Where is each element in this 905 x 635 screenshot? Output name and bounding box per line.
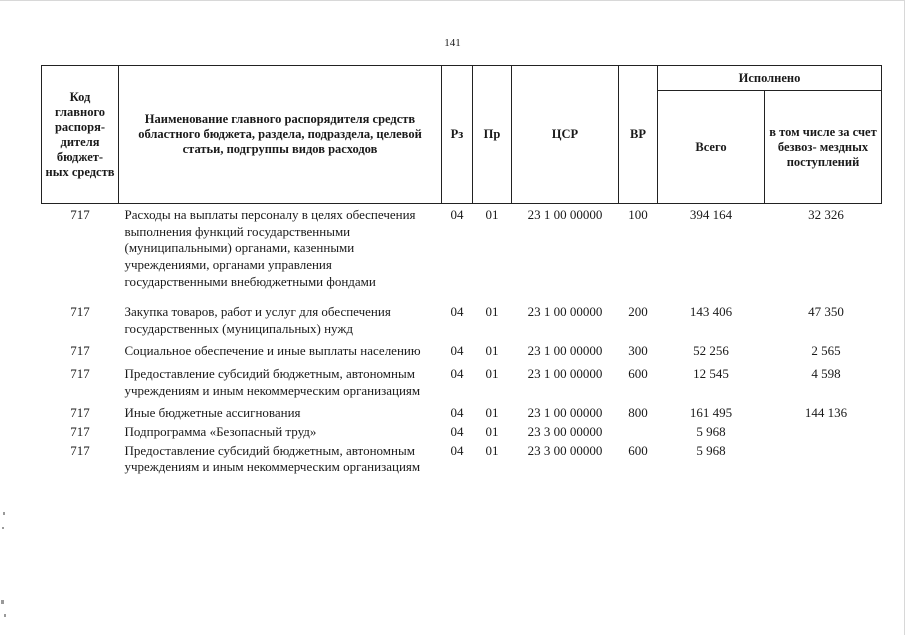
cell-rz: 04 xyxy=(450,423,464,439)
cell-vr: 100 xyxy=(628,207,648,222)
cell-rz: 04 xyxy=(450,343,464,359)
header-executed: Исполнено xyxy=(658,66,882,91)
cell-name: Иные бюджетные ассигнования xyxy=(124,405,301,421)
cell-code: 717 xyxy=(70,442,90,458)
cell-rz: 04 xyxy=(450,405,464,421)
cell-pr: 01 xyxy=(485,405,499,421)
table-row xyxy=(42,443,882,476)
cell-free: 4 598 xyxy=(811,366,841,381)
cell-rz: 04 xyxy=(450,207,464,222)
cell-name: Закупка товаров, работ и услуг для обеспечения государственных (муниципальных) нужд xyxy=(124,304,391,336)
cell-csr: 23 3 00 00000 xyxy=(527,442,603,458)
cell-name: Предоставление субсидий бюджетным, автономным учреждениям и иным некоммерческим организациям xyxy=(124,442,421,475)
header-total: Всего xyxy=(658,91,765,204)
table-row xyxy=(42,405,882,424)
table-row xyxy=(42,204,882,305)
header-csr: ЦСР xyxy=(512,66,619,204)
page-number: 141 xyxy=(444,37,461,49)
cell-pr: 01 xyxy=(485,442,499,458)
cell-total: 161 495 xyxy=(689,405,733,421)
cell-code: 717 xyxy=(70,423,90,439)
cell-code: 717 xyxy=(70,304,90,320)
cell-pr: 01 xyxy=(485,423,499,439)
cell-free: 32 326 xyxy=(808,207,844,222)
cell-vr: 300 xyxy=(628,343,648,359)
page-edge-top xyxy=(0,0,905,1)
cell-name: Подпрограмма «Безопасный труд» xyxy=(124,423,317,439)
scan-speck xyxy=(2,527,4,529)
table-row xyxy=(42,366,882,405)
cell-vr: 600 xyxy=(628,442,648,458)
table-header xyxy=(42,66,882,204)
cell-pr: 01 xyxy=(485,343,499,359)
scan-speck xyxy=(1,600,4,604)
cell-code: 717 xyxy=(70,343,90,359)
scan-speck xyxy=(3,512,5,515)
cell-code: 717 xyxy=(70,207,90,222)
header-rz: Рз xyxy=(442,66,473,204)
cell-vr: 200 xyxy=(628,304,648,320)
cell-csr: 23 1 00 00000 xyxy=(527,366,603,381)
cell-free: 47 350 xyxy=(808,304,844,320)
cell-free: 144 136 xyxy=(804,405,848,421)
cell-name: Социальное обеспечение и иные выплаты населению xyxy=(124,343,421,359)
cell-pr: 01 xyxy=(485,207,499,222)
table-row xyxy=(42,343,882,366)
cell-csr: 23 1 00 00000 xyxy=(527,207,603,222)
cell-pr: 01 xyxy=(485,366,499,381)
cell-free xyxy=(765,424,882,443)
header-free: в том числе за счет безвоз- мездных поступлений xyxy=(765,91,882,204)
cell-rz: 04 xyxy=(450,366,464,381)
cell-vr xyxy=(619,424,658,443)
cell-code: 717 xyxy=(70,405,90,421)
table-row xyxy=(42,304,882,343)
cell-total: 52 256 xyxy=(693,343,729,359)
budget-table xyxy=(41,65,882,476)
scan-speck xyxy=(4,614,6,617)
cell-csr: 23 3 00 00000 xyxy=(527,423,603,439)
cell-pr: 01 xyxy=(485,304,499,320)
cell-vr: 800 xyxy=(628,405,648,421)
cell-total: 143 406 xyxy=(689,304,733,320)
header-vr: ВР xyxy=(619,66,658,204)
cell-csr: 23 1 00 00000 xyxy=(527,304,603,320)
cell-free xyxy=(765,443,882,476)
cell-total: 394 164 xyxy=(689,207,733,222)
cell-total: 5 968 xyxy=(696,442,726,458)
header-pr: Пр xyxy=(473,66,512,204)
cell-code: 717 xyxy=(70,366,90,381)
table-row xyxy=(42,424,882,443)
cell-csr: 23 1 00 00000 xyxy=(527,405,603,421)
cell-vr: 600 xyxy=(628,366,648,381)
cell-free: 2 565 xyxy=(811,343,841,359)
cell-rz: 04 xyxy=(450,442,464,458)
cell-name: Расходы на выплаты персоналу в целях обеспечения выполнения функций государственными (муниципальными) органами, казенными учреждениями, органами управления государственными внебюджетными фондами xyxy=(124,207,416,289)
cell-csr: 23 1 00 00000 xyxy=(527,343,603,359)
cell-total: 12 545 xyxy=(693,366,729,381)
cell-rz: 04 xyxy=(450,304,464,320)
cell-total: 5 968 xyxy=(696,423,726,439)
table-body xyxy=(42,204,882,476)
header-name: Наименование главного распорядителя средств областного бюджета, раздела, подраздела, целевой статьи, подгруппы видов расходов xyxy=(119,66,442,204)
header-code: Код главного распоря- дителя бюджет- ных средств xyxy=(42,66,119,204)
cell-name: Предоставление субсидий бюджетным, автономным учреждениям и иным некоммерческим организациям xyxy=(124,366,421,398)
